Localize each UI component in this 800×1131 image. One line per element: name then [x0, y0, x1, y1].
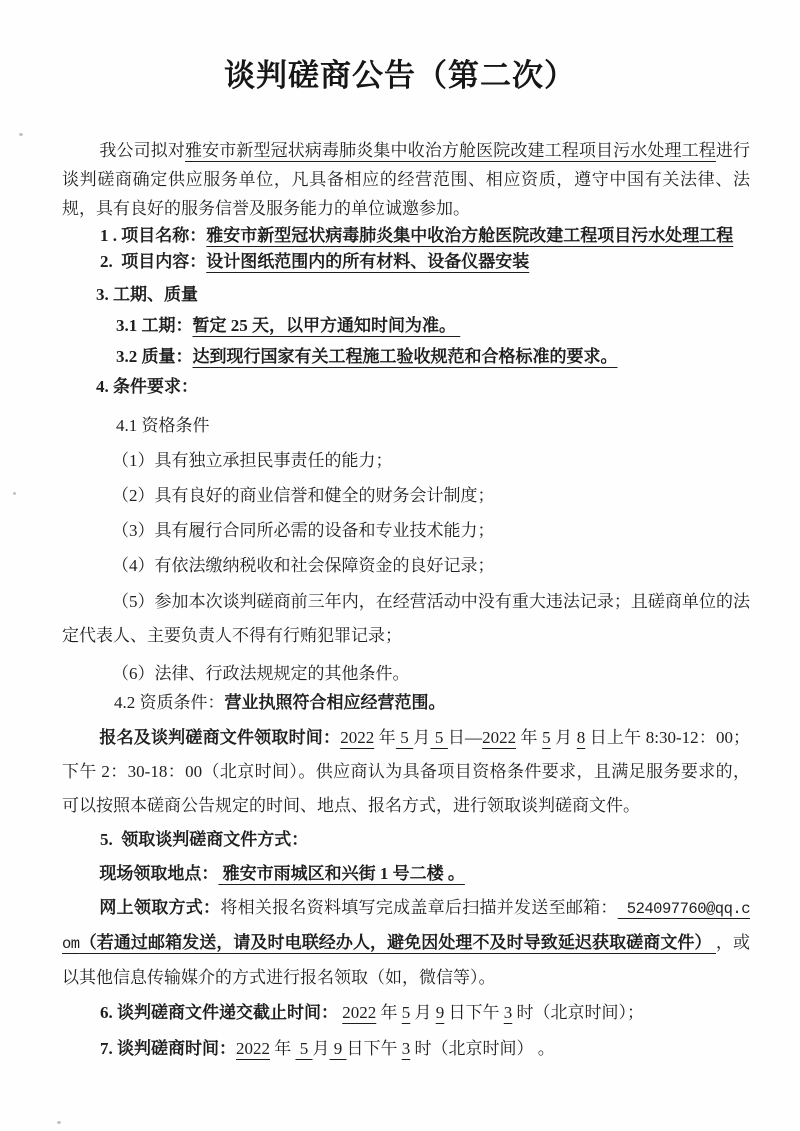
- text-run: （1）具有独立承担民事责任的能力；: [112, 451, 393, 470]
- text-run: （4）有依法缴纳税收和社会保障资金的良好记录；: [112, 556, 495, 575]
- text-run: 4. 条件要求：: [96, 377, 198, 396]
- onsite-pickup-location: [62, 857, 750, 891]
- text-run: （3）具有履行合同所必需的设备和专业技术能力；: [112, 521, 495, 540]
- text-run: 日上午 8:30-12：00；下午 2：30-18：00（北京时间）。供应商认为具备项目资格条件要求，且满足服务要求的，可以按照本磋商公告规定的时间、地点、报名方式，进行领取谈判磋商文件。: [62, 728, 751, 815]
- text-run: 5: [395, 728, 414, 747]
- text-run: 月: [410, 1003, 436, 1022]
- text-run: 7. 谈判磋商时间：: [100, 1039, 236, 1058]
- text-run: 月: [550, 728, 577, 747]
- text-run: 进行谈判磋商确定供应服务单位，凡具备相应的经营范围、相应资质，遵守中国有关法律、法规，具有良好的服务信誉及服务能力的单位诚邀参加。: [62, 141, 751, 218]
- text-run: 524097760@qq.com: [62, 900, 751, 953]
- text-run: 雅安市雨城区和兴街 1 号二楼 。: [218, 864, 465, 883]
- text-run: 年: [516, 728, 543, 747]
- text-run: 雅安市新型冠状病毒肺炎集中收治方舱医院改建工程项目污水处理工程: [185, 141, 716, 160]
- text-run: 网上领取方式：: [99, 898, 221, 917]
- text-run: 年: [376, 1003, 402, 1022]
- text-run: 月: [312, 1039, 330, 1058]
- qualification-2: [62, 481, 750, 510]
- text-run: 2. 项目内容：: [100, 252, 207, 271]
- text-run: 我公司拟对: [99, 141, 186, 160]
- text-run: 5: [430, 728, 448, 747]
- registration-time-paragraph: [62, 721, 750, 823]
- qualification-5: [62, 585, 750, 653]
- text-run: 日—: [447, 728, 483, 747]
- text-run: 现场领取地点：: [99, 864, 219, 883]
- document-body: [0, 136, 800, 1066]
- section-5-heading: [62, 823, 750, 857]
- text-run: 达到现行国家有关工程施工验收规范和合格标准的要求。: [192, 347, 618, 366]
- text-run: 年: [270, 1039, 296, 1058]
- item-3-1-duration: [62, 310, 750, 341]
- text-run: 4.1 资格条件: [116, 416, 210, 435]
- scan-artifact: [13, 492, 16, 495]
- text-run: 3.2 质量：: [116, 347, 193, 366]
- text-run: 9: [329, 1039, 347, 1058]
- qualification-3: [62, 516, 750, 545]
- text-run: 营业执照符合相应经营范围。: [224, 693, 446, 712]
- text-run: 4.2 资质条件：: [114, 693, 225, 712]
- text-run: 月: [413, 728, 431, 747]
- text-run: 雅安市新型冠状病毒肺炎集中收治方舱医院改建工程项目污水处理工程: [206, 226, 734, 245]
- item-6-submission-deadline: [62, 996, 750, 1030]
- document-title: 谈判磋商公告（第二次）: [224, 58, 576, 93]
- text-run: ，或以其他信息传输媒介的方式进行报名领取（如，微信等）。: [62, 933, 751, 987]
- text-run: 1 . 项目名称：: [100, 226, 207, 245]
- text-run: 日下午: [444, 1003, 504, 1022]
- text-run: （2）具有良好的商业信誉和健全的财务会计制度；: [112, 486, 495, 505]
- text-run: 时（北京时间）；: [512, 1003, 644, 1022]
- text-run: 报名及谈判磋商文件领取时间：: [99, 728, 341, 747]
- item-2-project-content: [62, 249, 750, 275]
- text-run: 9: [435, 1003, 445, 1022]
- item-4-2-license: [62, 688, 750, 718]
- text-run: 2022: [342, 1003, 377, 1022]
- text-run: 时（北京时间） 。: [410, 1039, 555, 1058]
- text-run: 3.1 工期：: [116, 316, 193, 335]
- text-run: 设计图纸范围内的所有材料、设备仪器安装: [206, 252, 530, 271]
- text-run: （若通过邮箱发送，请及时电联经办人，避免因处理不及时导致延迟获取磋商文件）: [79, 933, 716, 952]
- text-run: 暂定 25 天，以甲方通知时间为准。: [192, 316, 461, 335]
- text-run: 5: [295, 1039, 313, 1058]
- section-4-heading: [62, 372, 750, 401]
- online-pickup-method: [62, 891, 750, 994]
- text-run: 6. 谈判磋商文件递交截止时间：: [100, 1003, 343, 1022]
- text-run: 2022: [340, 728, 375, 747]
- text-run: 将相关报名资料填写完成盖章后扫描并发送至邮箱：: [220, 898, 618, 917]
- item-3-2-quality: [62, 341, 750, 372]
- text-run: 日下午: [346, 1039, 402, 1058]
- text-run: 5: [401, 1003, 411, 1022]
- intro-paragraph: [62, 136, 750, 223]
- qualification-6: [62, 659, 750, 688]
- section-3-heading: [62, 280, 750, 310]
- qualification-4: [62, 551, 750, 580]
- text-run: 5: [542, 728, 551, 747]
- text-run: （5）参加本次谈判磋商前三年内，在经营活动中没有重大违法记录；且磋商单位的法定代表人、主要负责人不得有行贿犯罪记录；: [62, 592, 750, 645]
- text-run: 2022: [236, 1039, 270, 1058]
- text-run: 3. 工期、质量: [96, 285, 198, 304]
- item-4-1-heading: [62, 411, 750, 440]
- scan-artifact: [19, 133, 23, 136]
- item-1-project-name: [62, 223, 750, 249]
- text-run: 5. 领取谈判磋商文件方式：: [100, 830, 309, 849]
- text-run: 8: [576, 728, 586, 747]
- text-run: 3: [401, 1039, 411, 1058]
- text-run: 3: [503, 1003, 513, 1022]
- text-run: 2022: [482, 728, 517, 747]
- scan-artifact: [57, 1121, 61, 1124]
- item-7-negotiation-time: [62, 1032, 750, 1066]
- text-run: （6）法律、行政法规规定的其他条件。: [112, 664, 410, 683]
- qualification-1: [62, 446, 750, 475]
- text-run: 年: [374, 728, 396, 747]
